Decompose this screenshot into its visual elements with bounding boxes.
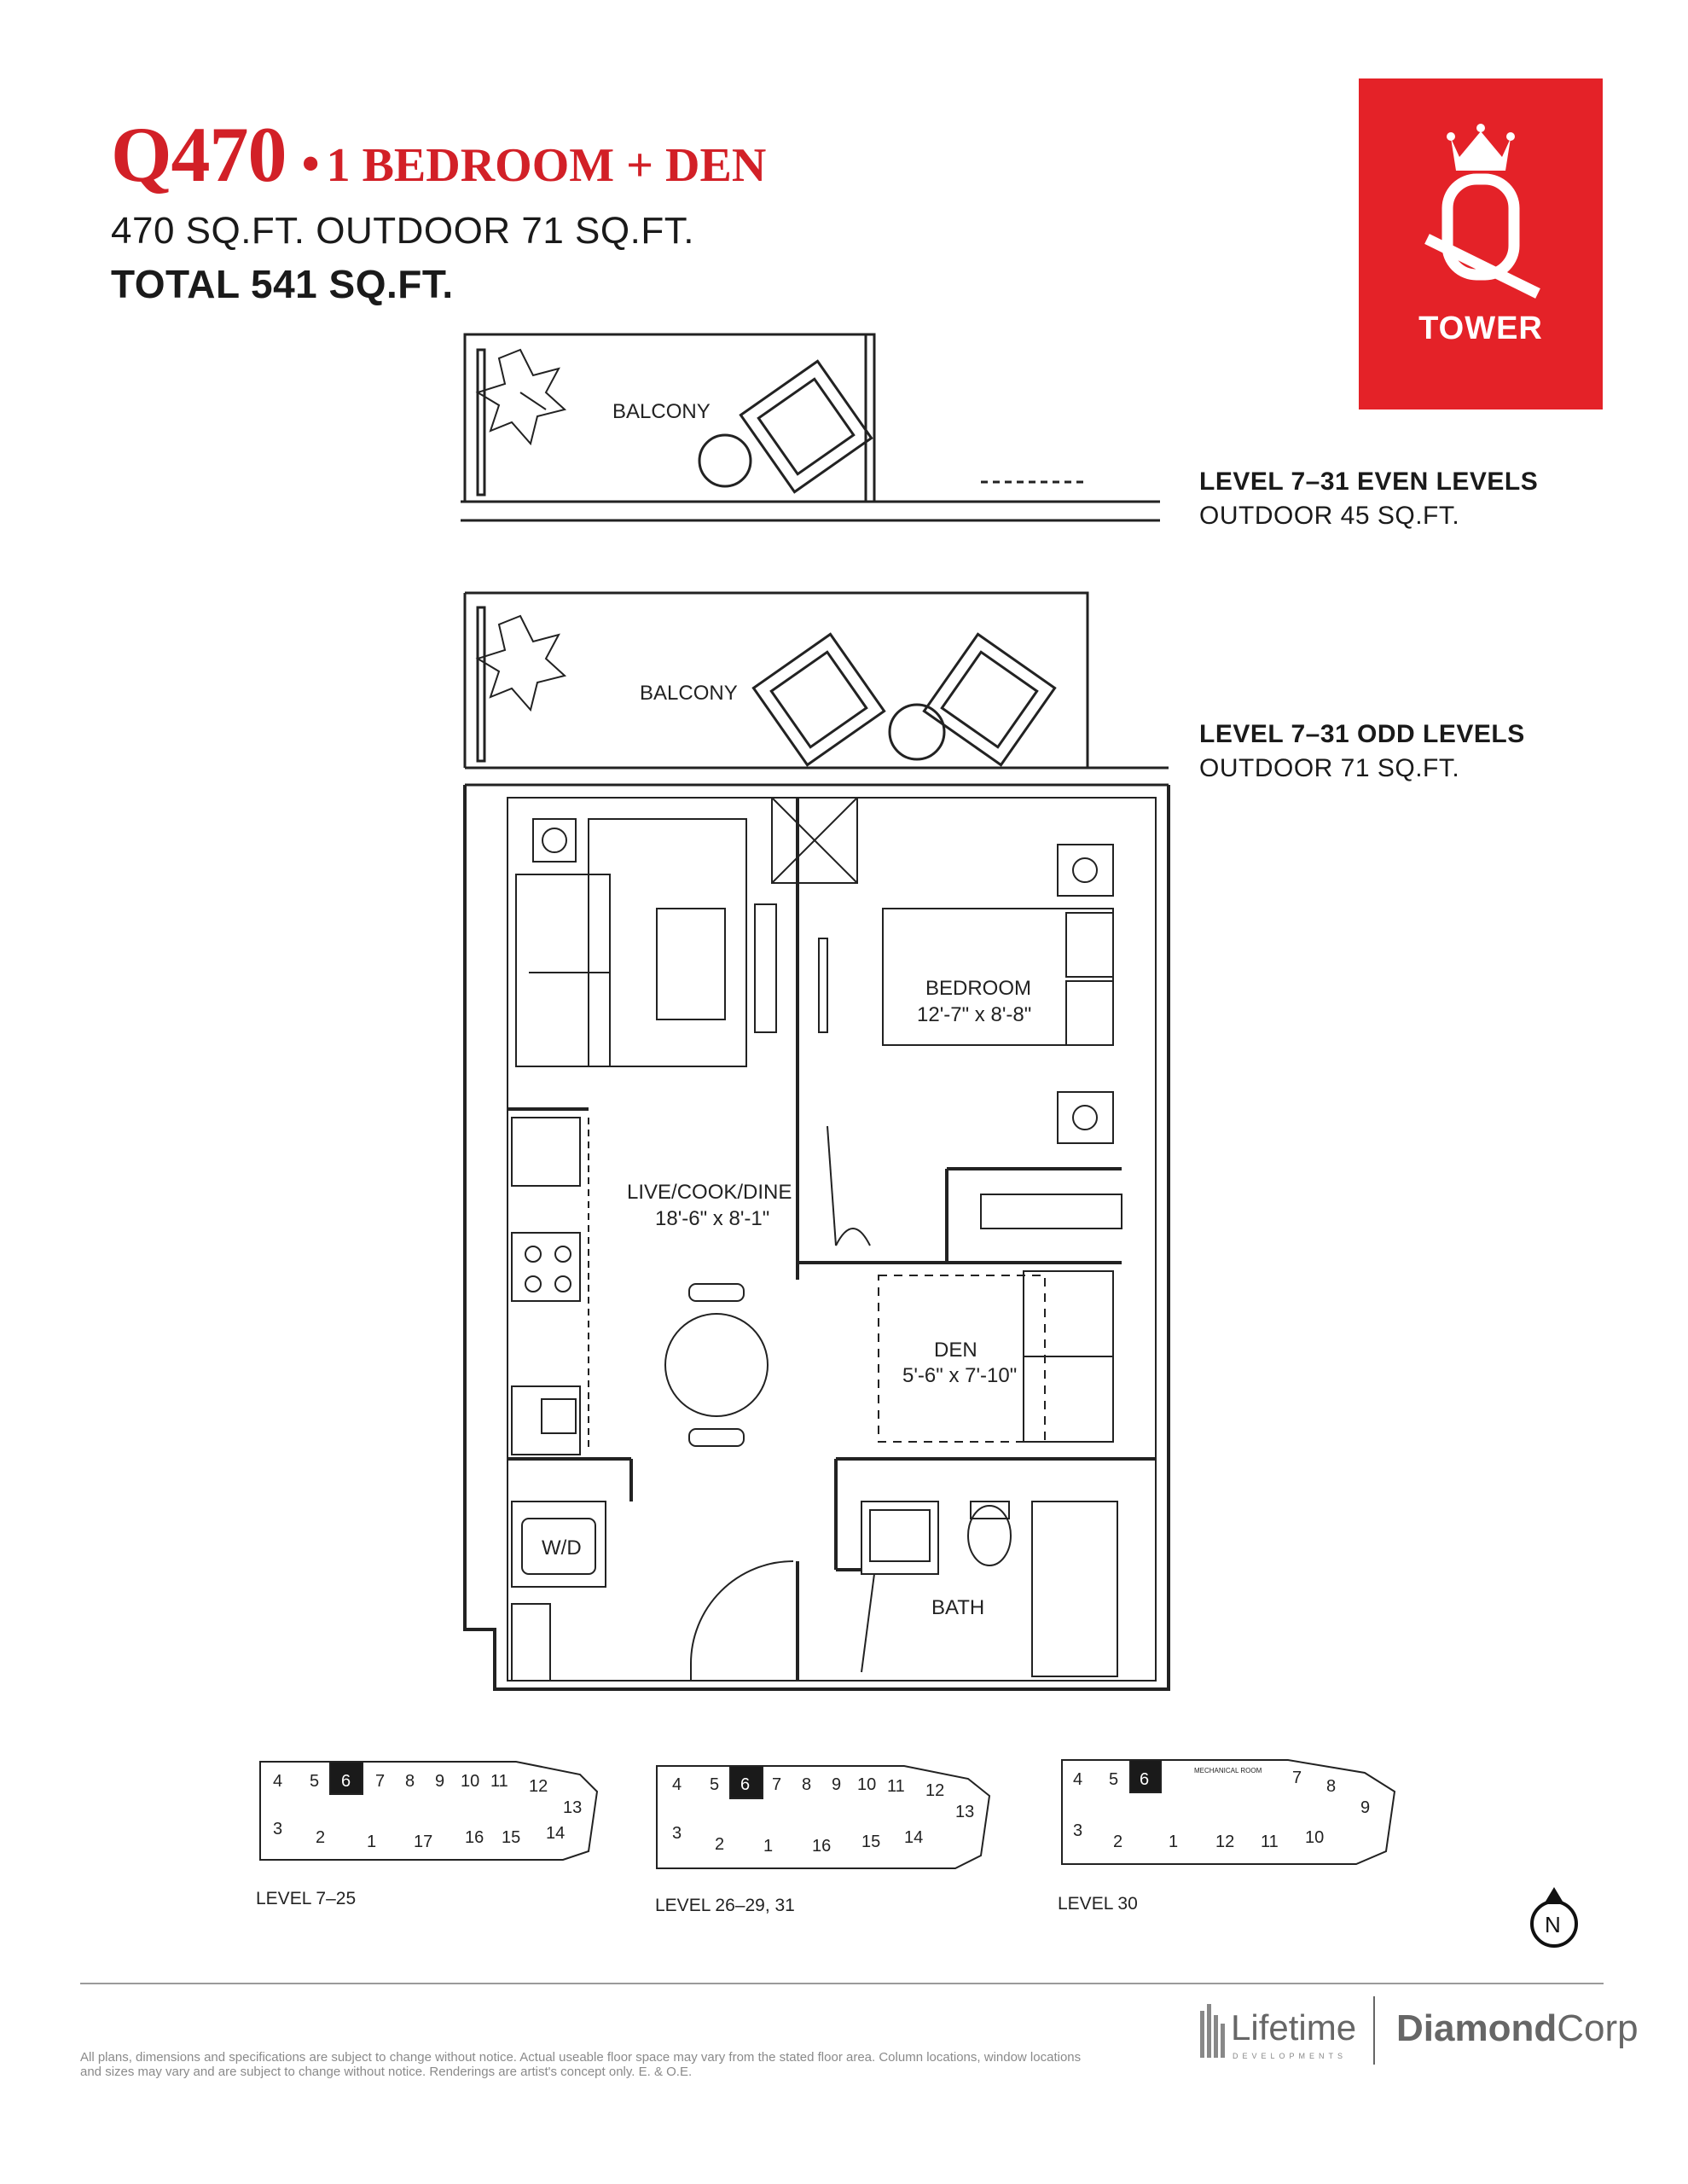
living-label: LIVE/COOK/DINE <box>627 1181 792 1204</box>
even-levels-outdoor: OUTDOOR 45 SQ.FT. <box>1199 502 1460 530</box>
area-summary: 470 SQ.FT. OUTDOOR 71 SQ.FT. <box>111 210 694 252</box>
total-area: TOTAL 541 SQ.FT. <box>111 262 454 306</box>
balcony-odd-label: BALCONY <box>640 682 738 705</box>
even-levels-label: LEVEL 7–31 EVEN LEVELS <box>1199 468 1539 496</box>
svg-text:4: 4 <box>273 1772 283 1791</box>
svg-text:2: 2 <box>715 1835 725 1854</box>
odd-levels-outdoor: OUTDOOR 71 SQ.FT. <box>1199 754 1460 782</box>
svg-text:16: 16 <box>812 1837 832 1856</box>
svg-text:1: 1 <box>763 1837 774 1856</box>
svg-text:10: 10 <box>857 1775 877 1794</box>
developer-logos <box>1198 1984 1639 2086</box>
svg-text:11: 11 <box>887 1777 905 1796</box>
svg-text:10: 10 <box>1305 1828 1325 1847</box>
svg-text:7: 7 <box>1292 1769 1302 1787</box>
svg-text:3: 3 <box>273 1820 283 1838</box>
balcony-even-plan <box>461 334 1160 520</box>
balcony-even-label: BALCONY <box>612 400 711 423</box>
svg-text:6: 6 <box>1140 1770 1150 1789</box>
svg-text:9: 9 <box>435 1772 445 1791</box>
svg-text:1: 1 <box>1169 1833 1179 1851</box>
disclaimer: All plans, dimensions and specifications are subject to change without notice. Actual useable floor space may vary from the stated floor area. Column locations, window locations and sizes may vary and are subject to change without notice. Renderings are artist's concept only. E. & O.E. <box>80 2050 1082 2079</box>
svg-text:8: 8 <box>1326 1777 1337 1796</box>
svg-text:12: 12 <box>925 1781 945 1800</box>
svg-text:15: 15 <box>861 1833 881 1851</box>
bedroom-furniture <box>827 845 1122 1246</box>
keyplan-2-label: LEVEL 26–29, 31 <box>655 1896 795 1915</box>
svg-text:9: 9 <box>1360 1798 1371 1817</box>
unit-code: Q470 <box>111 111 287 198</box>
svg-text:12: 12 <box>529 1777 548 1796</box>
living-furniture <box>516 798 857 1066</box>
svg-text:8: 8 <box>802 1775 812 1794</box>
svg-text:11: 11 <box>490 1772 508 1791</box>
bath-fixtures <box>861 1502 1117 1676</box>
lifetime-sub: DEVELOPMENTS <box>1233 2052 1348 2060</box>
svg-text:17: 17 <box>414 1833 433 1851</box>
svg-text:7: 7 <box>375 1772 386 1791</box>
svg-text:14: 14 <box>904 1828 924 1847</box>
bath-label: BATH <box>931 1596 985 1619</box>
svg-text:2: 2 <box>316 1828 326 1847</box>
lifetime-wordmark: Lifetime <box>1231 2007 1357 2048</box>
bedroom-dims: 12'-7" x 8'-8" <box>917 1003 1032 1026</box>
svg-text:13: 13 <box>955 1803 975 1821</box>
kitchen-fixtures <box>512 1118 768 1455</box>
keyplan-1-label: LEVEL 7–25 <box>256 1889 357 1908</box>
svg-text:4: 4 <box>672 1775 682 1794</box>
logo-divider <box>1373 1996 1375 2065</box>
svg-text:14: 14 <box>546 1824 566 1843</box>
svg-text:6: 6 <box>740 1775 751 1794</box>
svg-text:12: 12 <box>1215 1833 1235 1851</box>
compass-letter: N <box>1545 1912 1561 1937</box>
diamondcorp-part-a: Diamond <box>1396 2007 1557 2049</box>
svg-text:6: 6 <box>341 1772 351 1791</box>
keyplan-3-label: LEVEL 30 <box>1058 1894 1138 1914</box>
lifetime-logo-icon <box>1198 2002 1233 2062</box>
svg-text:9: 9 <box>832 1775 842 1794</box>
title-separator: • <box>301 136 320 192</box>
svg-text:4: 4 <box>1073 1770 1083 1789</box>
den-dims: 5'-6" x 7'-10" <box>902 1364 1018 1387</box>
mechanical-room-note: MECHANICAL ROOM <box>1194 1767 1262 1774</box>
den-label: DEN <box>934 1339 977 1362</box>
north-arrow-icon <box>1532 1887 1576 1946</box>
svg-text:2: 2 <box>1113 1833 1123 1851</box>
diamondcorp-wordmark <box>1396 2007 1639 2050</box>
svg-text:10: 10 <box>461 1772 480 1791</box>
unit-type: 1 BEDROOM + DEN <box>326 139 767 192</box>
svg-text:8: 8 <box>405 1772 415 1791</box>
svg-text:15: 15 <box>502 1828 521 1847</box>
den-furniture <box>879 1271 1113 1442</box>
balcony-odd-plan <box>465 593 1169 785</box>
odd-levels-label: LEVEL 7–31 ODD LEVELS <box>1199 720 1525 748</box>
svg-text:13: 13 <box>563 1798 583 1817</box>
svg-text:5: 5 <box>710 1775 720 1794</box>
bedroom-label: BEDROOM <box>925 977 1032 1000</box>
svg-text:11: 11 <box>1261 1833 1279 1851</box>
svg-text:16: 16 <box>465 1828 484 1847</box>
svg-text:3: 3 <box>1073 1821 1083 1840</box>
logo-brand-text: TOWER <box>1418 311 1543 346</box>
laundry-label: W/D <box>542 1536 582 1560</box>
svg-text:5: 5 <box>1109 1770 1119 1789</box>
svg-text:7: 7 <box>772 1775 782 1794</box>
svg-text:1: 1 <box>367 1833 377 1851</box>
diamondcorp-part-b: Corp <box>1557 2007 1639 2049</box>
svg-text:3: 3 <box>672 1824 682 1843</box>
laundry-fixtures <box>512 1502 793 1681</box>
svg-text:5: 5 <box>310 1772 320 1791</box>
living-dims: 18'-6" x 8'-1" <box>655 1207 770 1230</box>
